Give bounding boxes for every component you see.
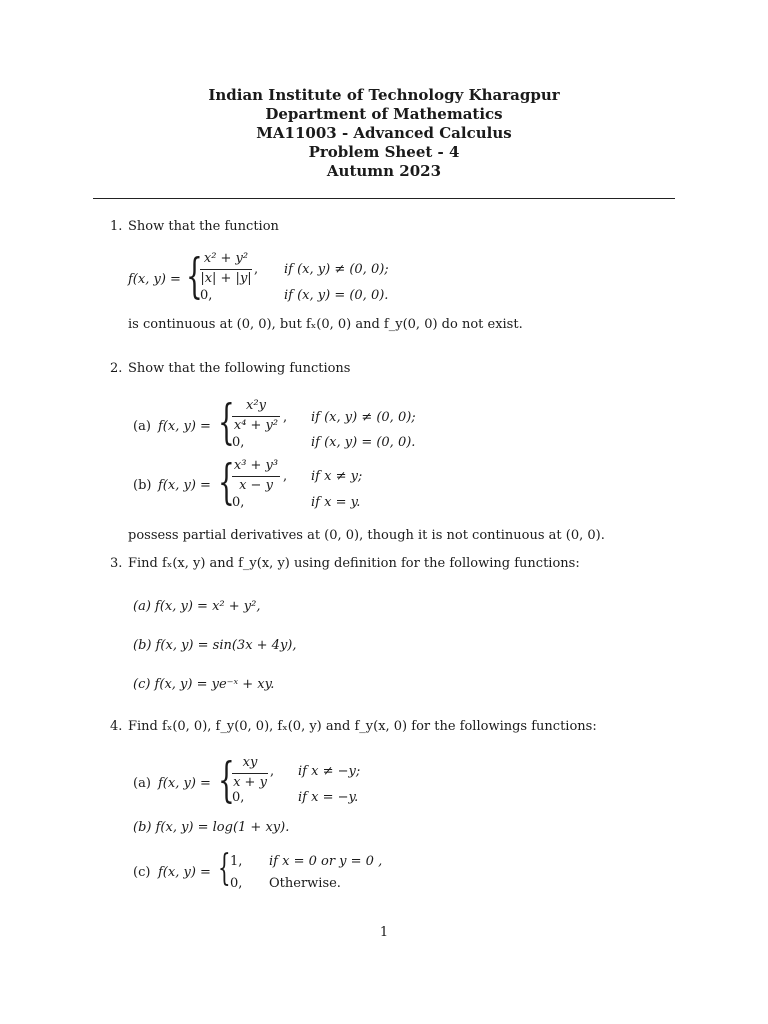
- document-header: [0, 86, 768, 181]
- problem-3c: (c) f(x, y) = ye⁻ˣ + xy.: [133, 677, 275, 692]
- problem-4a-value-2: 0,: [232, 790, 245, 805]
- problem-2b-label: (b): [133, 478, 152, 493]
- problem-1-number: 1.: [110, 219, 123, 234]
- problem-2b-value-2: 0,: [232, 495, 245, 510]
- problem-2b-numerator: x³ + y³: [233, 458, 279, 473]
- institute-name: Indian Institute of Technology Kharagpur: [208, 86, 560, 104]
- problem-4c-brace: {: [218, 848, 231, 889]
- term: Autumn 2023: [326, 162, 442, 180]
- problem-4-intro: Find fₓ(0, 0), f_y(0, 0), fₓ(0, y) and f_y(x, 0) for the followings functions:: [128, 719, 597, 734]
- problem-2a-value-2: 0,: [232, 435, 245, 450]
- problem-2b-denominator: x − y: [239, 478, 273, 493]
- problem-1-case1-denominator: |x| + |y|: [200, 271, 252, 286]
- problem-1-conclusion: is continuous at (0, 0), but fₓ(0, 0) and f_y(0, 0) do not exist.: [128, 317, 523, 332]
- problem-3a: (a) f(x, y) = x² + y²,: [133, 599, 261, 614]
- problem-3-number: 3.: [110, 556, 123, 571]
- problem-1-case2-value: 0,: [200, 288, 213, 303]
- problem-2b-comma: ,: [283, 469, 288, 484]
- problem-4-number: 4.: [110, 719, 123, 734]
- problem-3-intro: Find fₓ(x, y) and f_y(x, y) using definition for the following functions:: [128, 556, 580, 571]
- problem-1-case2-condition: if (x, y) = (0, 0).: [284, 288, 389, 303]
- problem-2a-condition-2: if (x, y) = (0, 0).: [311, 435, 416, 450]
- problem-2a-comma: ,: [283, 410, 288, 425]
- problem-2b-fraction-bar: [232, 476, 280, 477]
- problem-4a-lhs: f(x, y) =: [158, 776, 211, 791]
- problem-4c-value-2: 0,: [230, 876, 243, 891]
- problem-4a-condition-1: if x ≠ −y;: [298, 764, 361, 779]
- course-title: MA11003 - Advanced Calculus: [256, 124, 512, 142]
- sheet-title: Problem Sheet - 4: [308, 143, 460, 161]
- problem-2a-brace: {: [218, 394, 235, 450]
- problem-2a-lhs: f(x, y) =: [158, 419, 211, 434]
- header-divider: [93, 198, 675, 199]
- problem-2b-brace: {: [218, 454, 235, 510]
- problem-1-case1-numerator: x² + y²: [203, 251, 249, 266]
- problem-4a-fraction-bar: [232, 773, 268, 774]
- problem-4a-comma: ,: [270, 764, 275, 779]
- problem-1-case1-condition: if (x, y) ≠ (0, 0);: [284, 262, 389, 277]
- problem-2b-condition-2: if x = y.: [311, 495, 361, 510]
- problem-2b-condition-1: if x ≠ y;: [311, 469, 363, 484]
- problem-4a-numerator: xy: [242, 755, 258, 770]
- problem-1-brace: {: [186, 248, 203, 304]
- problem-2a-denominator: x⁴ + y²: [233, 418, 279, 433]
- problem-4c-value-1: 1,: [230, 854, 243, 869]
- problem-1-fraction-bar: [200, 269, 252, 270]
- problem-2-conclusion: possess partial derivatives at (0, 0), though it is not continuous at (0, 0).: [128, 528, 605, 543]
- problem-4c-condition-2: Otherwise.: [269, 876, 341, 891]
- problem-4c-condition-1: if x = 0 or y = 0 ,: [269, 854, 383, 869]
- problem-4a-brace: {: [218, 752, 235, 808]
- problem-4b: (b) f(x, y) = log(1 + xy).: [133, 820, 290, 835]
- problem-1-lhs: f(x, y) =: [128, 272, 181, 287]
- problem-2b-lhs: f(x, y) =: [158, 478, 211, 493]
- problem-3b: (b) f(x, y) = sin(3x + 4y),: [133, 638, 297, 653]
- problem-2a-label: (a): [133, 419, 151, 434]
- problem-2-intro: Show that the following functions: [128, 361, 351, 376]
- problem-4a-condition-2: if x = −y.: [298, 790, 359, 805]
- problem-2a-condition-1: if (x, y) ≠ (0, 0);: [311, 410, 416, 425]
- problem-1-intro: Show that the function: [128, 219, 279, 234]
- department-name: Department of Mathematics: [265, 105, 503, 123]
- problem-2a-fraction-bar: [232, 416, 280, 417]
- problem-4a-label: (a): [133, 776, 151, 791]
- problem-4c-label: (c): [133, 865, 151, 880]
- problem-2a-numerator: x²y: [246, 398, 266, 413]
- problem-4c-lhs: f(x, y) =: [158, 865, 211, 880]
- problem-1-case1-comma: ,: [254, 262, 259, 277]
- problem-2-number: 2.: [110, 361, 123, 376]
- page-number: 1: [379, 925, 389, 940]
- problem-4a-denominator: x + y: [233, 775, 267, 790]
